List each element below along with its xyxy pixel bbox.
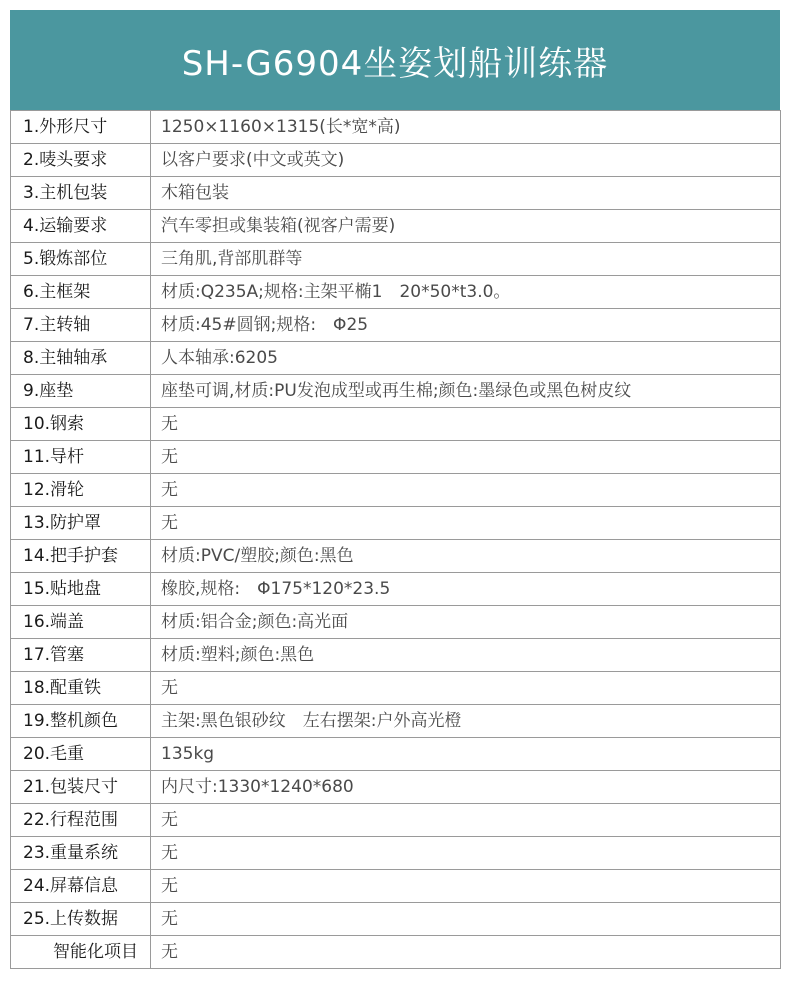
spec-label: 7.主转轴 (11, 309, 151, 342)
spec-value: 以客户要求(中文或英文) (151, 144, 781, 177)
spec-value: 1250×1160×1315(长*宽*高) (151, 111, 781, 144)
spec-row (11, 177, 781, 210)
spec-row (11, 936, 781, 969)
spec-value: 汽车零担或集装箱(视客户需要) (151, 210, 781, 243)
spec-row (11, 903, 781, 936)
spec-value: 无 (151, 837, 781, 870)
spec-value: 无 (151, 507, 781, 540)
spec-value: 材质:塑料;颜色:黑色 (151, 639, 781, 672)
spec-label: 11.导杆 (11, 441, 151, 474)
spec-label: 10.钢索 (11, 408, 151, 441)
spec-value: 无 (151, 408, 781, 441)
spec-table (10, 110, 781, 969)
spec-row (11, 771, 781, 804)
spec-label: 6.主框架 (11, 276, 151, 309)
spec-row (11, 144, 781, 177)
spec-value: 无 (151, 441, 781, 474)
spec-row (11, 837, 781, 870)
spec-row (11, 540, 781, 573)
spec-value: 无 (151, 936, 781, 969)
spec-label: 3.主机包装 (11, 177, 151, 210)
spec-row (11, 507, 781, 540)
spec-row (11, 276, 781, 309)
spec-row (11, 738, 781, 771)
title-banner (10, 10, 780, 110)
spec-value: 材质:PVC/塑胶;颜色:黑色 (151, 540, 781, 573)
spec-value: 无 (151, 672, 781, 705)
spec-label: 16.端盖 (11, 606, 151, 639)
spec-value: 内尺寸:1330*1240*680 (151, 771, 781, 804)
spec-row (11, 375, 781, 408)
spec-value: 人本轴承:6205 (151, 342, 781, 375)
spec-value: 座垫可调,材质:PU发泡成型或再生棉;颜色:墨绿色或黑色树皮纹 (151, 375, 781, 408)
spec-value: 材质:Q235A;规格:主架平椭1 20*50*t3.0。 (151, 276, 781, 309)
spec-label: 13.防护罩 (11, 507, 151, 540)
spec-row (11, 705, 781, 738)
spec-row (11, 309, 781, 342)
spec-label: 24.屏幕信息 (11, 870, 151, 903)
spec-value: 橡胶,规格: Φ175*120*23.5 (151, 573, 781, 606)
spec-value: 无 (151, 474, 781, 507)
spec-row (11, 342, 781, 375)
spec-row (11, 672, 781, 705)
spec-label: 21.包装尺寸 (11, 771, 151, 804)
spec-value: 木箱包装 (151, 177, 781, 210)
spec-label: 19.整机颜色 (11, 705, 151, 738)
spec-value: 无 (151, 903, 781, 936)
spec-label: 18.配重铁 (11, 672, 151, 705)
spec-label: 智能化项目 (11, 936, 151, 969)
spec-label: 9.座垫 (11, 375, 151, 408)
spec-label: 14.把手护套 (11, 540, 151, 573)
spec-value: 主架:黑色银砂纹 左右摆架:户外高光橙 (151, 705, 781, 738)
spec-value: 无 (151, 870, 781, 903)
spec-label: 4.运输要求 (11, 210, 151, 243)
spec-label: 15.贴地盘 (11, 573, 151, 606)
spec-sheet (10, 10, 780, 969)
spec-value: 材质:45#圆钢;规格: Φ25 (151, 309, 781, 342)
spec-row (11, 573, 781, 606)
spec-row (11, 870, 781, 903)
spec-label: 12.滑轮 (11, 474, 151, 507)
spec-label: 2.唛头要求 (11, 144, 151, 177)
spec-label: 22.行程范围 (11, 804, 151, 837)
spec-label: 1.外形尺寸 (11, 111, 151, 144)
spec-row (11, 408, 781, 441)
spec-value: 135kg (151, 738, 781, 771)
page-title: SH-G6904坐姿划船训练器 (181, 43, 609, 84)
spec-value: 无 (151, 804, 781, 837)
spec-label: 5.锻炼部位 (11, 243, 151, 276)
spec-label: 8.主轴轴承 (11, 342, 151, 375)
spec-label: 25.上传数据 (11, 903, 151, 936)
spec-row (11, 441, 781, 474)
spec-label: 23.重量系统 (11, 837, 151, 870)
spec-row (11, 111, 781, 144)
spec-row (11, 804, 781, 837)
spec-row (11, 243, 781, 276)
spec-value: 三角肌,背部肌群等 (151, 243, 781, 276)
spec-value: 材质:铝合金;颜色:高光面 (151, 606, 781, 639)
spec-row (11, 639, 781, 672)
spec-row (11, 210, 781, 243)
spec-row (11, 474, 781, 507)
spec-row (11, 606, 781, 639)
spec-table-body (11, 111, 781, 969)
spec-label: 17.管塞 (11, 639, 151, 672)
spec-label: 20.毛重 (11, 738, 151, 771)
